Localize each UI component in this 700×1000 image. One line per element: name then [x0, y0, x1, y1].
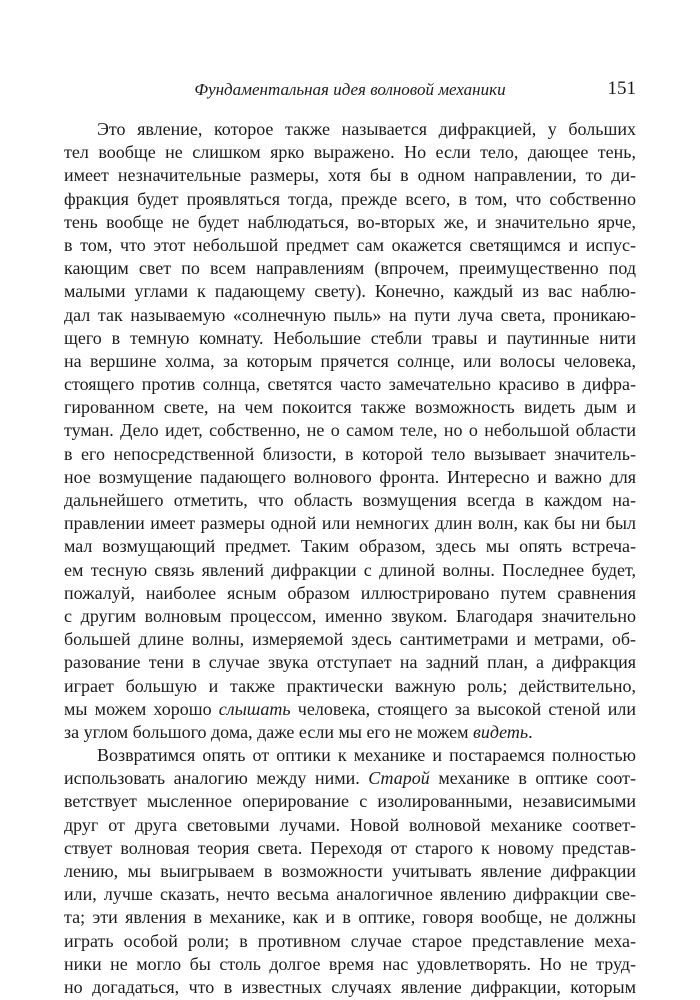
running-title: Фундаментальная идея волновой механики [194, 80, 506, 99]
text-run: мы можем хорошо [64, 698, 219, 719]
text-line: туман. Дело идет, собственно, не о самом теле, но о небольшой области [64, 420, 636, 441]
text-line: Возвратимся опять от оптики к механике и постараемся полностью [97, 745, 636, 766]
text-line [64, 767, 636, 790]
paragraph-2 [64, 744, 636, 999]
text-line: в том, что этот небольшой предмет сам окажется светящимся и испус- [64, 234, 636, 255]
text-run: механике в оптике соот- [429, 768, 636, 789]
text-run: за углом большого дома, даже если мы его не можем [64, 721, 474, 742]
text-line: играет большую и также практически важную роль; действительно, [64, 675, 636, 696]
text-run: использовать аналогию между ними. [64, 768, 369, 789]
emphasized-word: видеть [473, 721, 529, 742]
text-line: в его непосредственной близости, в которой тело вызывает значитель- [64, 443, 636, 464]
text-run: . [528, 721, 533, 742]
text-line: тень вообще не будет наблюдаться, во-вторых же, и значительно ярче, [64, 211, 636, 232]
text-line: дальнейшего отметить, что область возмущения всегда в каждом на- [64, 490, 636, 510]
text-line: кающим свет по всем направлениям (впрочем, преимущественно под [64, 258, 636, 279]
text-line: стоящего против солнца, светятся часто замечательно красиво в дифра- [64, 374, 636, 395]
text-line: мал возмущающий предмет. Таким образом, здесь мы опять встреча- [64, 536, 636, 557]
text-line: щего в темную комнату. Небольшие стебли травы и паутинные нити [64, 327, 636, 348]
text-line [64, 698, 636, 721]
emphasized-word: слышать [218, 698, 291, 719]
text-line: гированном свете, на чем покоится также возможность видеть дым и [64, 397, 636, 418]
text-line: лению, мы выигрываем в возможности учитывать явление дифракции [64, 861, 636, 881]
text-line: большей длине волны, измеряемой здесь сантиметрами и метрами, об- [64, 629, 636, 650]
text-line: ветствует мысленное оперирование с изолированными, независимыми [64, 791, 636, 812]
text-line: та; эти явления в механике, как и в оптике, говоря вообще, не должны [64, 907, 636, 928]
text-line: ное возмущение падающего волнового фронта. Интересно и важно для [64, 466, 636, 487]
text-line: правлении имеет размеры одной или немногих длин волн, как бы ни был [64, 513, 636, 534]
text-line: ствует волновая теория света. Переходя от старого к новому представ- [64, 837, 636, 858]
text-run: человека, стоящего за высокой стеной или [290, 698, 636, 719]
running-header [64, 78, 636, 102]
page-number: 151 [607, 78, 636, 99]
text-line: имеет незначительные размеры, хотя бы в одном направлении, то ди- [64, 165, 636, 186]
text-line: разование тени в случае звука отступает на задний план, а дифракция [64, 652, 636, 673]
text-line: на вершине холма, за которым прячется солнце, или волосы человека, [64, 350, 636, 371]
text-line: но догадаться, что в известных случаях явление дифракции, которым [64, 976, 636, 997]
text-line: дал так называемую «солнечную пыль» на пути луча света, проникаю- [64, 304, 636, 325]
emphasized-word: Старой [368, 768, 430, 789]
text-line: малыми углами к падающему свету). Конечно, каждый из вас наблю- [64, 281, 636, 302]
text-line: ники не могло бы столь долгое время нас удовлетворять. Но не труд- [64, 953, 636, 974]
text-line: с другим волновым процессом, именно звуком. Благодаря значительно [64, 605, 636, 626]
text-line [64, 721, 636, 744]
paragraph-1 [64, 118, 636, 744]
text-line: друг от друга световыми лучами. Новой волновой механике соответ- [64, 814, 636, 835]
text-line: пожалуй, наиболее ясным образом иллюстрировано путем сравнения [64, 582, 636, 603]
text-line: Это явление, которое также называется дифракцией, у больших [97, 119, 636, 139]
text-line: или, лучше сказать, нечто весьма аналогичное явлению дифракции све- [64, 884, 636, 905]
text-line: тел вообще не слишком ярко выражено. Но если тело, дающее тень, [64, 142, 636, 163]
body-text [64, 118, 636, 999]
text-line: ем тесную связь явлений дифракции с длиной волны. Последнее будет, [64, 559, 636, 580]
text-line: играть особой роли; в противном случае старое представление меха- [64, 930, 636, 951]
text-line: фракция будет проявляться тогда, прежде всего, в том, что собственно [64, 188, 636, 209]
